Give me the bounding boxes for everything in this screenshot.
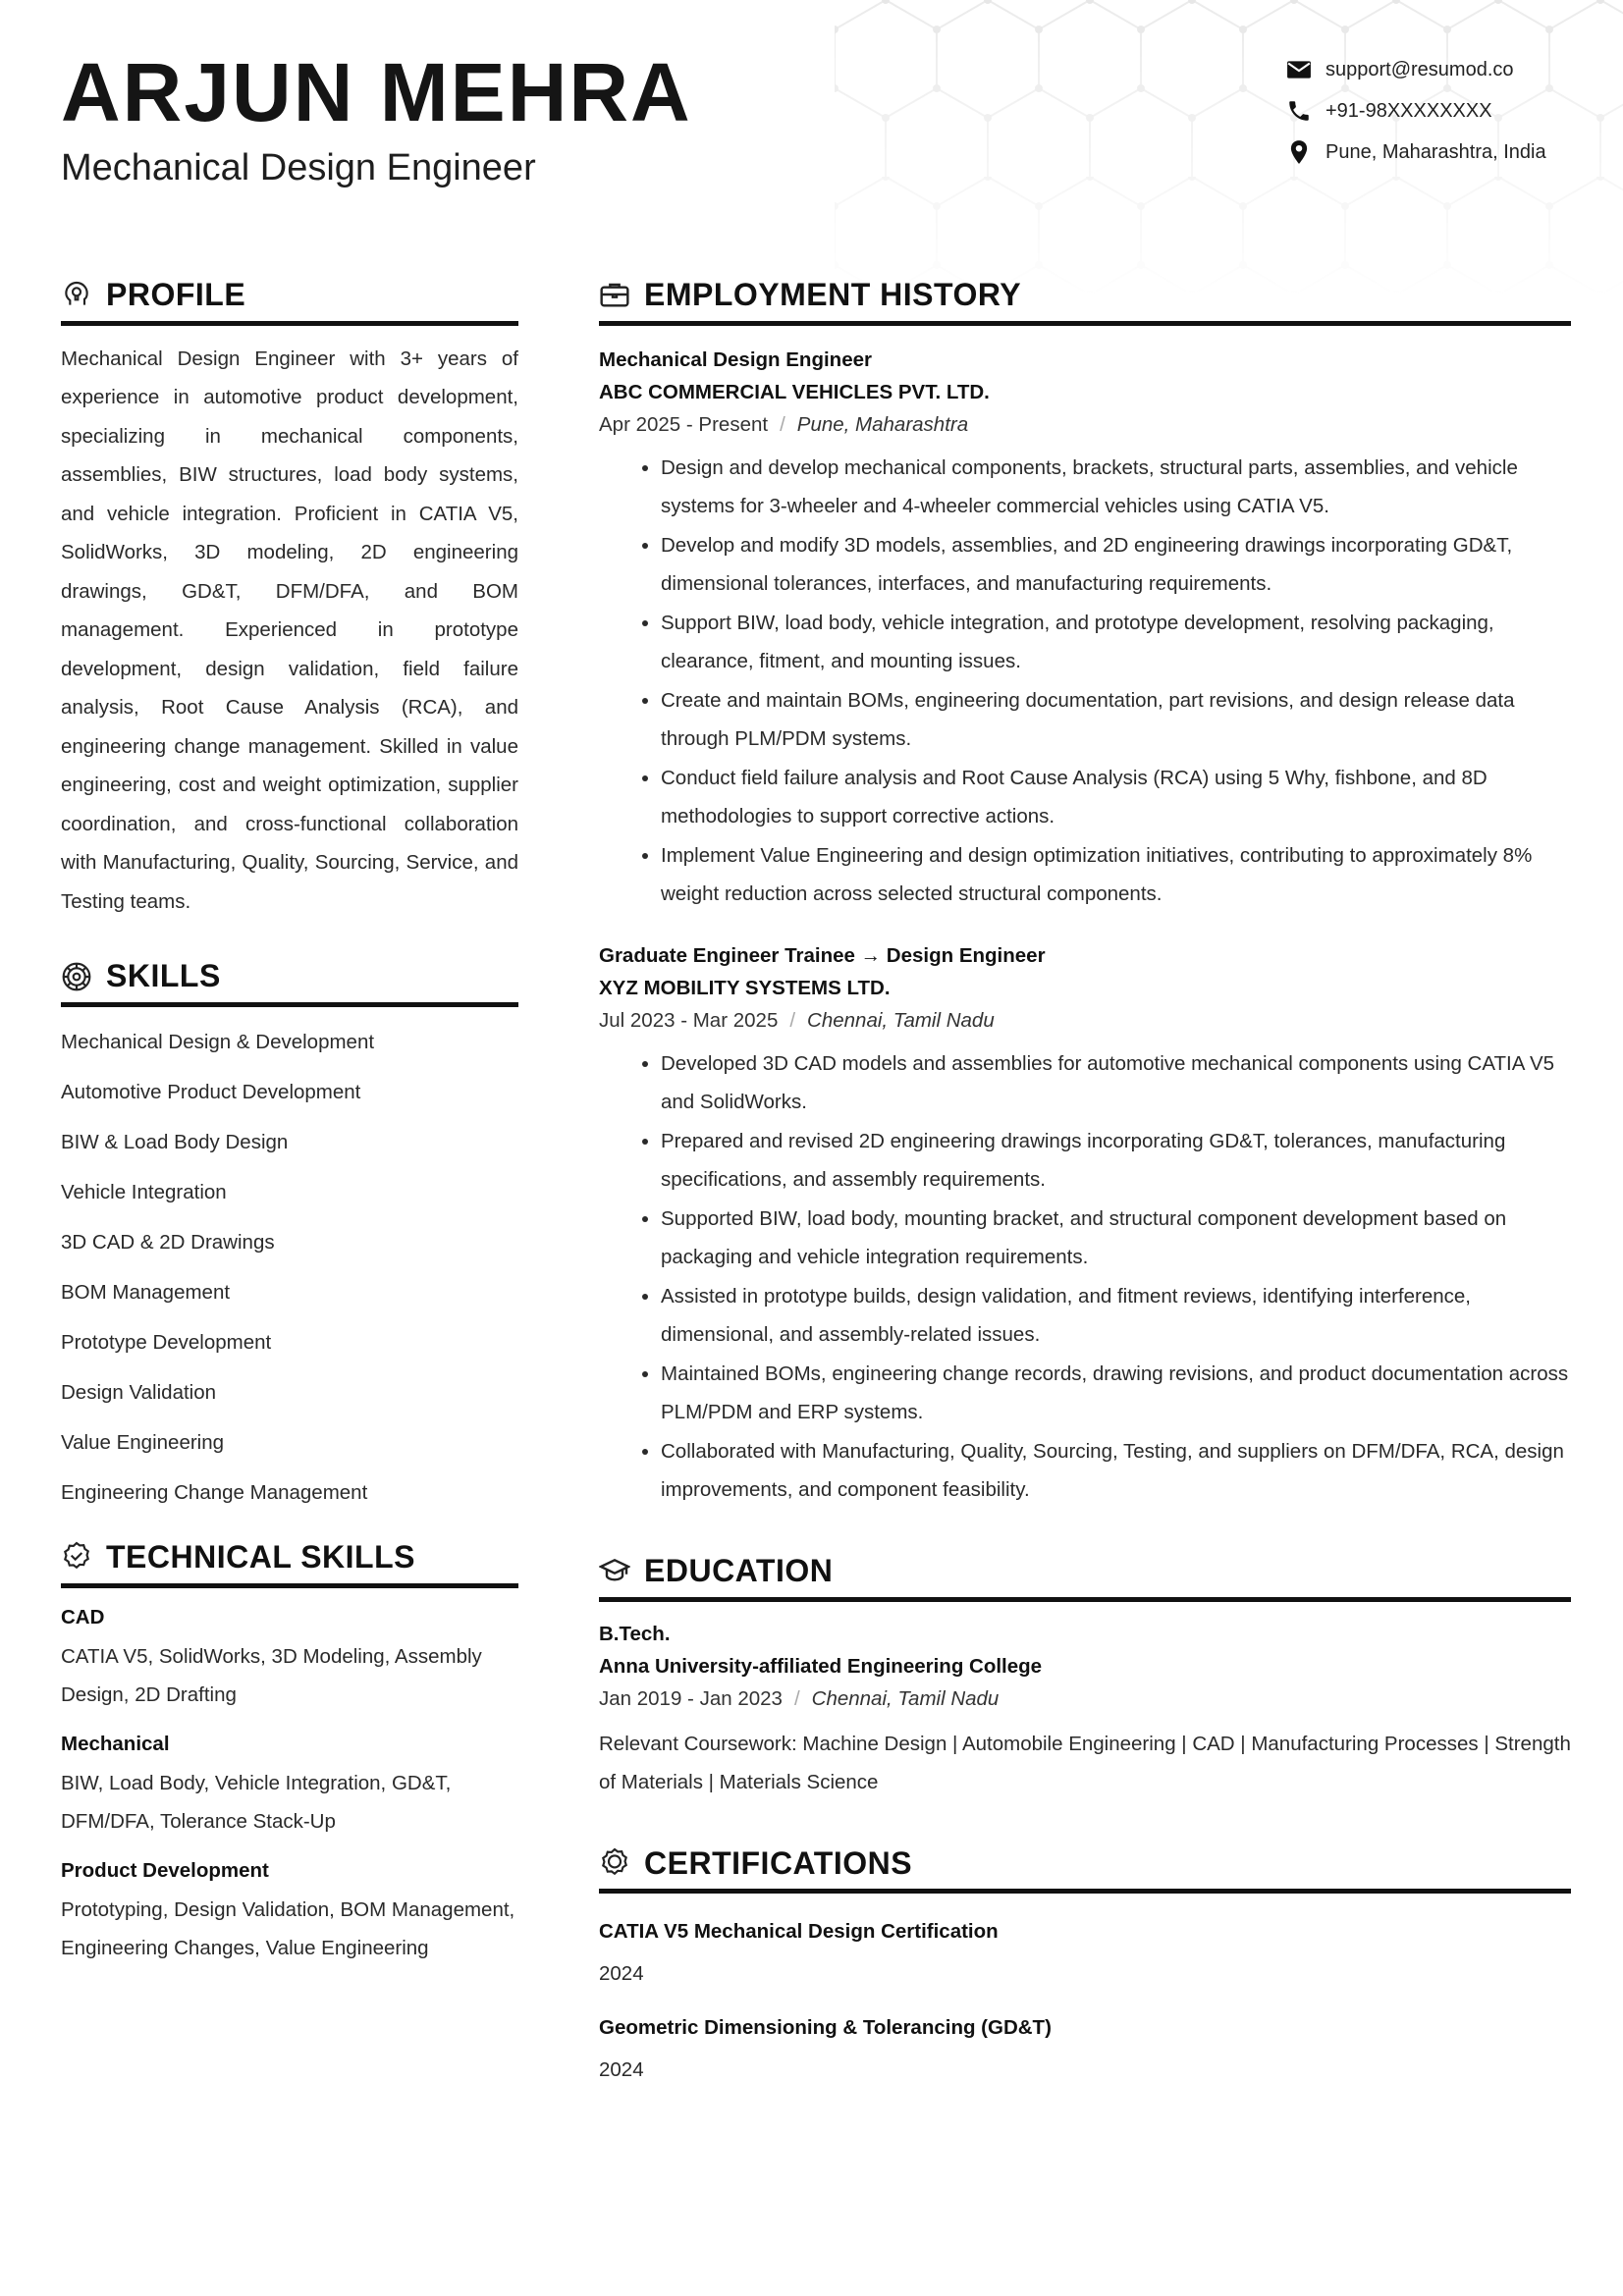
tech-group-title: CAD [61,1605,105,1629]
job-entry [599,939,1571,1510]
list-item: Design Validation [61,1381,217,1405]
tech-group-title: Mechanical [61,1732,170,1755]
candidate-name: ARJUN MEHRA [61,46,692,138]
contact-phone [1286,100,1581,122]
contact-location-text: Pune, Maharashtra, India [1325,140,1546,163]
education-heading [599,1553,1571,1602]
job-meta: Jul 2023 - Mar 2025 / Chennai, Tamil Nadu [599,1008,995,1032]
list-item: • Develop and modify 3D models, assemblies, and 2D engineering drawings incorporating GD&T, dimensional tolerances, interfaces, and manufacturing requirements. [661,526,1571,604]
list-item: • Implement Value Engineering and design optimization initiatives, contributing to approximately 8% weight reduction across selected structural components. [661,836,1571,914]
list-item: Prototype Development [61,1331,272,1355]
profile-summary: Mechanical Design Engineer with 3+ years of experience in automotive product development, specializing in mechanical components, assemblies, BIW structures, load body systems, and vehicle integration. Proficient in CATIA V5, SolidWorks, 3D modeling, 2D engineering drawings, GD&T, DFM/DFA, and BOM management. Experienced in prototype development, design validation, field failure analysis, Root Cause Analysis (RCA), and engineering change management. Skilled in value engineering, cost and weight optimization, supplier coordination, and cross-functional collaboration with Manufacturing, Quality, Sourcing, Service, and Testing teams. [61,347,518,913]
list-item: • Assisted in prototype builds, design validation, and fitment reviews, identifying interference, dimensional, and assembly-related issues. [661,1277,1571,1355]
job-title: Graduate Engineer Trainee → Design Engineer [599,943,1046,967]
list-item: 3D CAD & 2D Drawings [61,1231,275,1255]
job-bullets [599,449,1571,914]
contact-location [1286,141,1581,163]
certification-name: CATIA V5 Mechanical Design Certification [599,1920,999,1944]
list-item: • Design and develop mechanical components, brackets, structural parts, assemblies, and vehicle systems for 3-wheeler and 4-wheeler commercial vehicles using CATIA V5. [661,449,1571,526]
education-coursework: Relevant Coursework: Machine Design | Automobile Engineering | CAD | Manufacturing Processes | Strength of Materials | Materials Science [599,1732,1571,1794]
right-column [599,277,1571,2086]
technical-skills-heading [61,1539,518,1588]
certification-year: 2024 [599,2058,644,2082]
gear-badge-icon [61,961,92,992]
tech-group-text: BIW, Load Body, Vehicle Integration, GD&T, DFM/DFA, Tolerance Stack-Up [61,1771,452,1834]
job-location: Pune, Maharashtra [796,412,969,436]
list-item: Mechanical Design & Development [61,1031,375,1054]
list-item: • Developed 3D CAD models and assemblies for automotive mechanical components using CATIA V5 and SolidWorks. [661,1044,1571,1122]
profile-heading [61,277,518,326]
job-end: Mar 2025 [692,1008,779,1032]
profile-title: PROFILE [106,277,246,312]
phone-icon [1286,98,1312,124]
certification-entry [599,2011,1571,2086]
list-item: Automotive Product Development [61,1081,361,1104]
skills-title: SKILLS [106,958,221,994]
list-item: • Maintained BOMs, engineering change records, drawing revisions, and product documentation across PLM/PDM and ERP systems. [661,1355,1571,1432]
list-item: BOM Management [61,1281,231,1305]
meta-separator: / [780,412,785,436]
job-start: Jul 2023 [599,1008,676,1032]
list-item: • Collaborated with Manufacturing, Quality, Sourcing, Testing, and suppliers on DFM/DFA, RCA, design improvements, and component feasibility. [661,1432,1571,1510]
employment-heading [599,277,1571,326]
briefcase-icon [599,279,630,310]
tech-group-text: Prototyping, Design Validation, BOM Management, Engineering Changes, Value Engineering [61,1897,515,1960]
tech-group-title: Product Development [61,1858,269,1882]
tech-group-product-development [61,1859,518,1968]
tech-group-cad [61,1606,518,1715]
education-meta: Jan 2019 - Jan 2023 / Chennai, Tamil Nadu [599,1686,1000,1710]
job-meta: Apr 2025 - Present / Pune, Maharashtra [599,412,969,436]
list-item: • Create and maintain BOMs, engineering documentation, part revisions, and design release data through PLM/PDM systems. [661,681,1571,759]
employment-title: EMPLOYMENT HISTORY [644,277,1022,312]
education-location: Chennai, Tamil Nadu [811,1686,1000,1710]
contact-list [1286,59,1581,183]
skills-heading [61,958,518,1007]
contact-email [1286,59,1581,80]
tech-group-text: CATIA V5, SolidWorks, 3D Modeling, Assembly Design, 2D Drafting [61,1644,482,1707]
meta-separator: / [789,1008,796,1032]
job-end: Present [698,412,769,436]
job-company: ABC COMMERCIAL VEHICLES PVT. LTD. [599,380,990,403]
list-item: Engineering Change Management [61,1481,368,1505]
education-degree: B.Tech. [599,1622,671,1645]
job-start: Apr 2025 [599,412,681,436]
tech-group-mechanical [61,1733,518,1842]
envelope-icon [1286,57,1312,82]
list-item: Value Engineering [61,1431,225,1455]
check-badge-icon [61,1541,92,1573]
certification-entry [599,1915,1571,1990]
certification-name: Geometric Dimensioning & Tolerancing (GD&T) [599,2016,1052,2040]
education-entry [599,1618,1571,1802]
list-item: Vehicle Integration [61,1181,227,1204]
list-item: • Support BIW, load body, vehicle integration, and prototype development, resolving packaging, clearance, fitment, and mounting issues. [661,604,1571,681]
contact-email-text[interactable]: support@resumod.co [1325,58,1514,80]
list-item: • Prepared and revised 2D engineering drawings incorporating GD&T, tolerances, manufacturing specifications, and assembly requirements. [661,1122,1571,1200]
certifications-title: CERTIFICATIONS [644,1844,913,1881]
job-company: XYZ MOBILITY SYSTEMS LTD. [599,976,891,999]
education-start: Jan 2019 [599,1686,682,1710]
technical-skills-title: TECHNICAL SKILLS [106,1539,415,1575]
job-location: Chennai, Tamil Nadu [807,1008,995,1032]
list-item: BIW & Load Body Design [61,1131,289,1154]
award-badge-icon [599,1847,630,1879]
job-bullets [599,1044,1571,1510]
list-item: • Conduct field failure analysis and Root Cause Analysis (RCA) using 5 Why, fishbone, and 8D methodologies to support corrective actions. [661,759,1571,836]
location-pin-icon [1286,139,1312,165]
education-title: EDUCATION [644,1552,834,1588]
list-item: • Supported BIW, load body, mounting bracket, and structural component development based on packaging and vehicle integration requirements. [661,1200,1571,1277]
certifications-heading [599,1845,1571,1895]
contact-phone-text[interactable]: +91-98XXXXXXXX [1325,99,1492,122]
education-school: Anna University-affiliated Engineering College [599,1654,1043,1678]
job-entry [599,344,1571,914]
left-column [61,277,518,1968]
certification-year: 2024 [599,1962,644,1986]
lightbulb-head-icon [61,279,92,310]
candidate-title: Mechanical Design Engineer [61,147,536,188]
graduation-cap-icon [599,1555,630,1586]
education-end: Jan 2023 [699,1686,783,1710]
skills-list [61,1017,518,1518]
meta-separator: / [793,1686,800,1710]
job-title: Mechanical Design Engineer [599,347,872,371]
